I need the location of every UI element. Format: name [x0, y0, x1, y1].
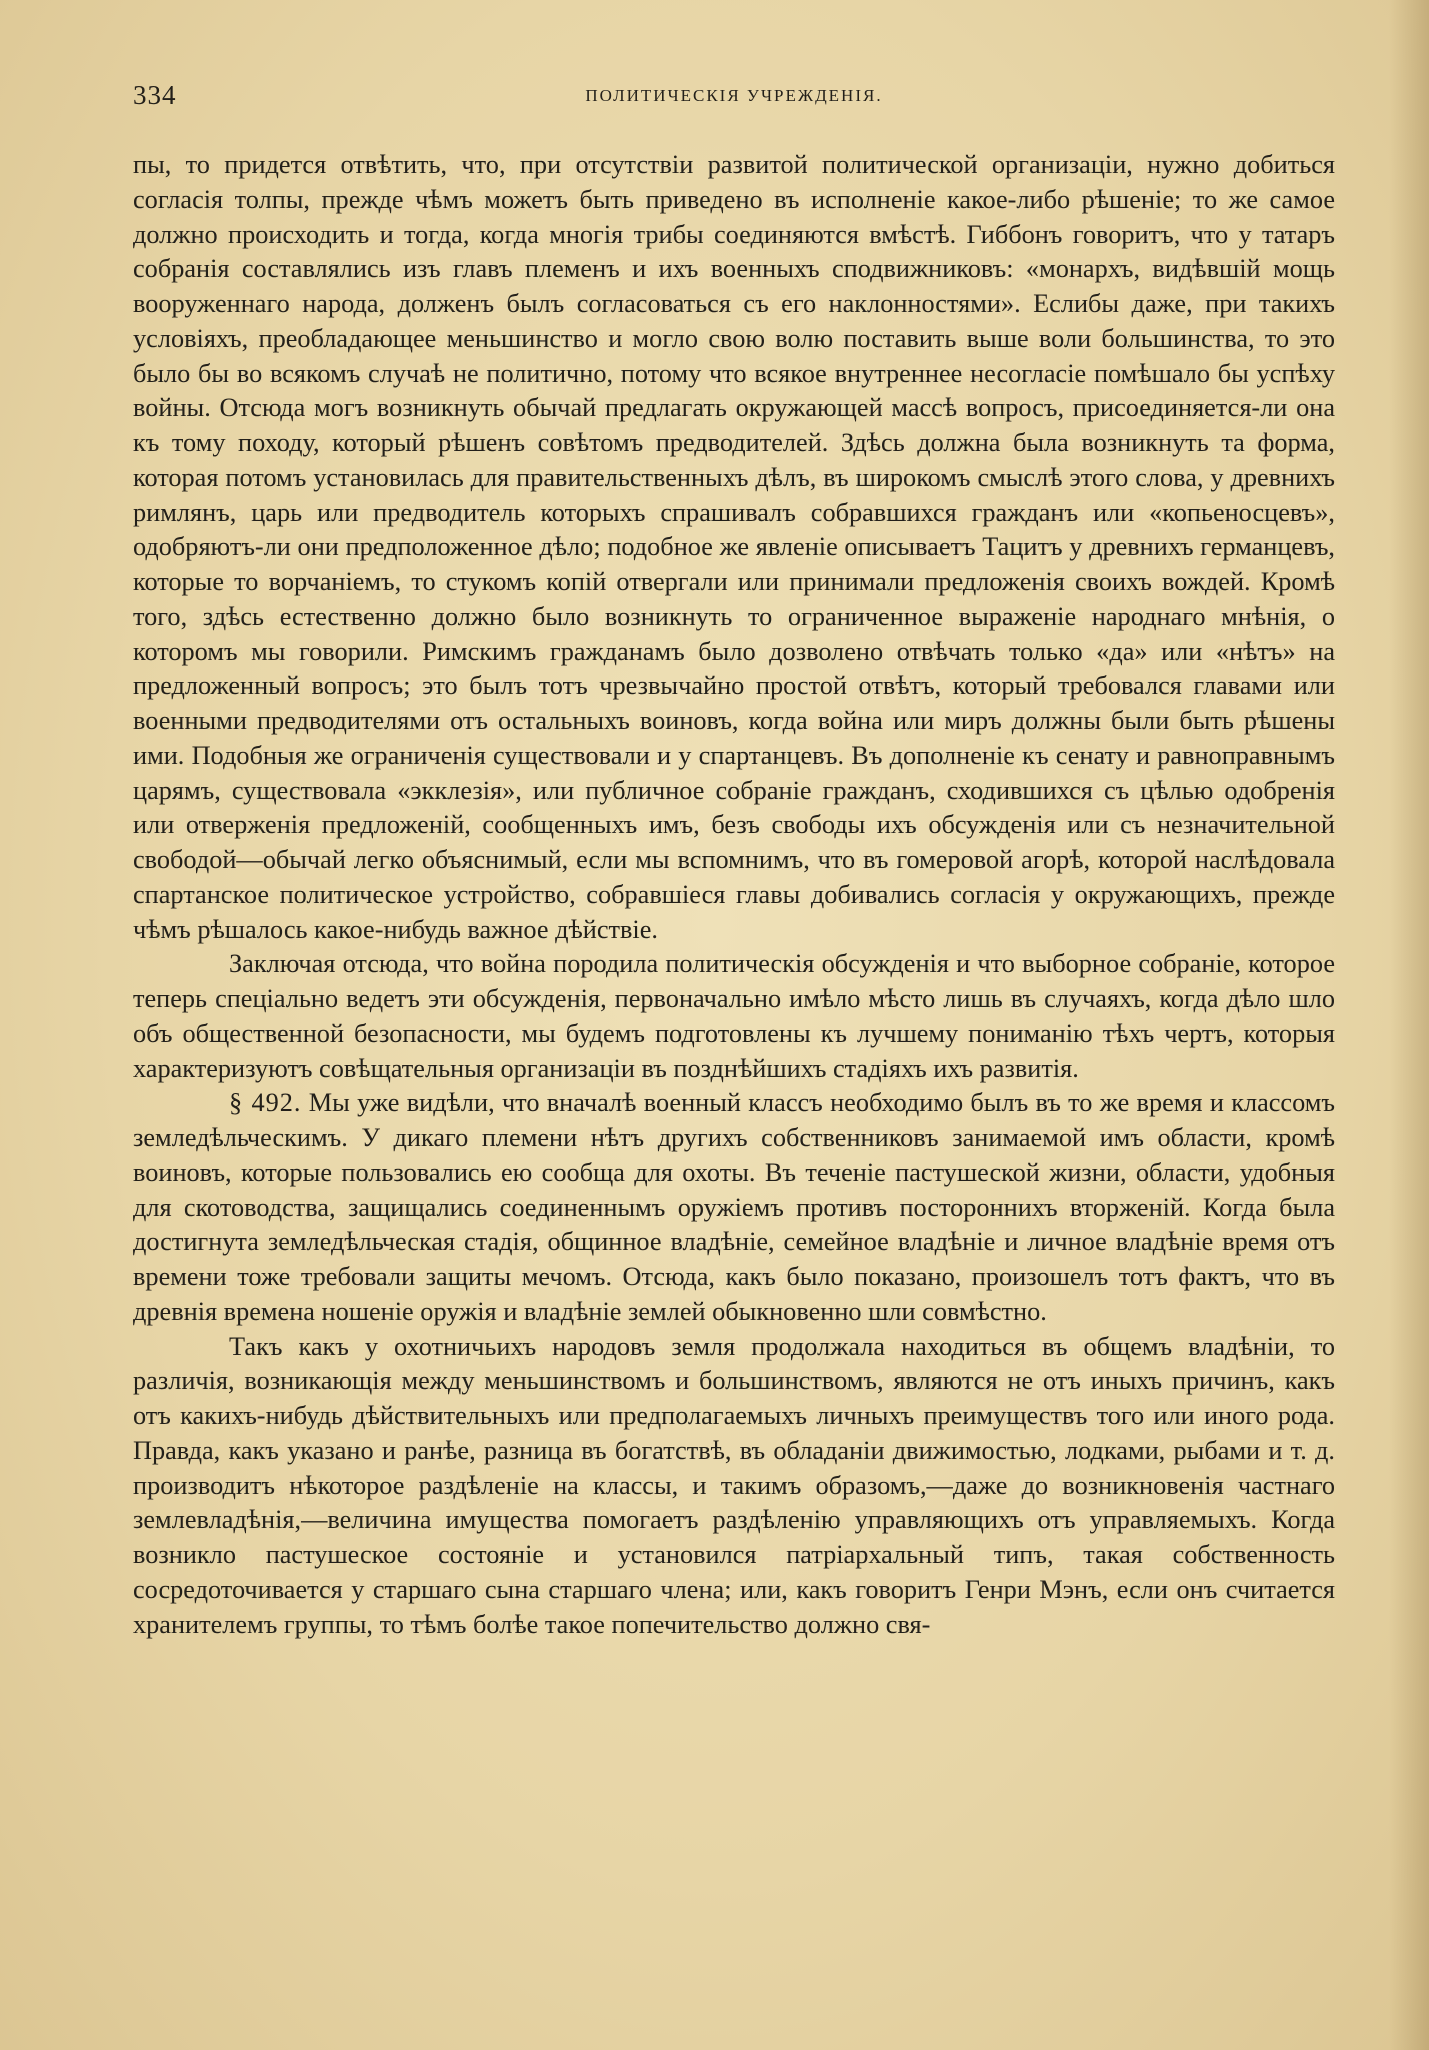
running-head — [133, 80, 1335, 116]
paragraph-section-492 — [133, 1086, 1335, 1329]
page-edge-shadow — [1389, 0, 1429, 2050]
paragraph-text: Такъ какъ у охотничьихъ народовъ земля продолжала находиться въ общемъ владѣніи, то различія, возникающія между меньшинствомъ и большинствомъ, являются не отъ иныхъ причинъ, какъ отъ какихъ-нибудь дѣйствительныхъ или предполагаемыхъ личныхъ преимуществъ того или иного рода. Правда, какъ указано и ранѣе, разница въ богатствѣ, въ обладаніи движимостью, лодками, рыбами и т. д. производитъ нѣкоторое раздѣленіе на классы, и такимъ образомъ,—даже до возникновенія частнаго землевладѣнія,—величина имущества помогаетъ раздѣленію управляющихъ отъ управляемыхъ. Когда возникло пастушеское состояніе и установился патріархальный типъ, такая собственность сосредоточивается у старшаго сына старшаго члена; или, какъ говоритъ Генри Мэнъ, если онъ считается хранителемъ группы, то тѣмъ болѣе такое попечительство должно свя- — [133, 1331, 1335, 1639]
paragraph-text: пы, то придется отвѣтить, что, при отсутствіи развитой политической организаціи, нужно добиться согласія толпы, прежде чѣмъ можетъ быть приведено въ исполненіе какое-либо рѣшеніе; то же самое должно происходить и тогда, когда многія трибы соединяются вмѣстѣ. Гиббонъ говоритъ, что у татаръ собранія составлялись изъ главъ племенъ и ихъ военныхъ сподвижниковъ: «монархъ, видѣвшій мощь вооруженнаго народа, долженъ былъ согласоваться съ его наклонностями». Еслибы даже, при такихъ условіяхъ, преобладающее меньшинство и могло свою волю поставить выше воли большинства, то это было бы во всякомъ случаѣ не политично, потому что всякое внутреннее несогласіе помѣшало бы успѣху войны. Отсюда могъ возникнуть обычай предлагать окружающей массѣ вопросъ, присоединяется-ли она къ тому походу, который рѣшенъ совѣтомъ предводителей. Здѣсь должна была возникнуть та форма, которая потомъ установилась для правительственныхъ дѣлъ, въ широкомъ смыслѣ этого слова, у древнихъ римлянъ, царь или предводитель которыхъ спрашивалъ собравшихся гражданъ или «копьеносцевъ», одобряютъ-ли они предположенное дѣло; подобное же явленіе описываетъ Тацитъ у древнихъ германцевъ, которые то ворчаніемъ, то стукомъ копій отвергали или принимали предложенія своихъ вождей. Кромѣ того, здѣсь естественно должно было возникнуть то ограниченное выраженіе народнаго мнѣнія, о которомъ мы говорили. Римскимъ гражданамъ было дозволено отвѣчать только «да» или «нѣтъ» на предложенный вопросъ; это былъ тотъ чрезвычайно простой отвѣтъ, который требовался главами или военными предводителями отъ остальныхъ воиновъ, когда война или миръ должны были быть рѣшены ими. Подобныя же ограниченія существовали и у спартанцевъ. Въ дополненіе къ сенату и равноправнымъ царямъ, существовала «экклезія», или публичное собраніе гражданъ, сходившихся съ цѣлью одобренія или отверженія предложеній, сообщенныхъ имъ, безъ свободы ихъ обсужденія или съ незначительной свободой—обычай легко объяснимый, если мы вспомнимъ, что въ гомеровой агорѣ, которой наслѣдовала спартанское политическое устройство, собравшіеся главы добивались согласія у окружающихъ, прежде чѣмъ рѣшалось какое-нибудь важное дѣйствіе. — [133, 150, 1335, 944]
paragraph-text: Заключая отсюда, что война породила политическія обсужденія и что выборное собраніе, которое теперь спеціально ведетъ эти обсужденія, первоначально имѣло мѣсто лишь въ случаяхъ, когда дѣло шло объ общественной безопасности, мы будемъ подготовлены къ лучшему пониманію тѣхъ чертъ, которыя характеризуютъ совѣщательныя организаціи въ позднѣйшихъ стадіяхъ ихъ развитія. — [133, 949, 1335, 1083]
body-text — [133, 148, 1335, 1642]
page-number: 334 — [133, 80, 177, 110]
paragraph-1 — [133, 148, 1335, 947]
section-number: § 492. — [229, 1088, 302, 1118]
paragraph-text: Мы уже видѣли, что вначалѣ военный классъ необходимо былъ въ то же время и классомъ земледѣльческимъ. У дикаго племени нѣтъ другихъ собственниковъ занимаемой имъ области, кромѣ воиновъ, которые пользовались ею сообща для охоты. Въ теченіе пастушеской жизни, области, удобныя для скотоводства, защищались соединеннымъ оружіемъ противъ постороннихъ вторженій. Когда была достигнута земледѣльческая стадія, общинное владѣніе, семейное владѣніе и личное владѣніе время отъ времени тоже требовали защиты мечомъ. Отсюда, какъ было показано, произошелъ тотъ фактъ, что въ древнія времена ношеніе оружія и владѣніе землей обыкновенно шли совмѣстно. — [133, 1088, 1335, 1326]
paragraph-2 — [133, 947, 1335, 1086]
running-head-title: ПОЛИТИЧЕСКІЯ УЧРЕЖДЕНІЯ. — [585, 86, 883, 105]
paragraph-4 — [133, 1330, 1335, 1643]
